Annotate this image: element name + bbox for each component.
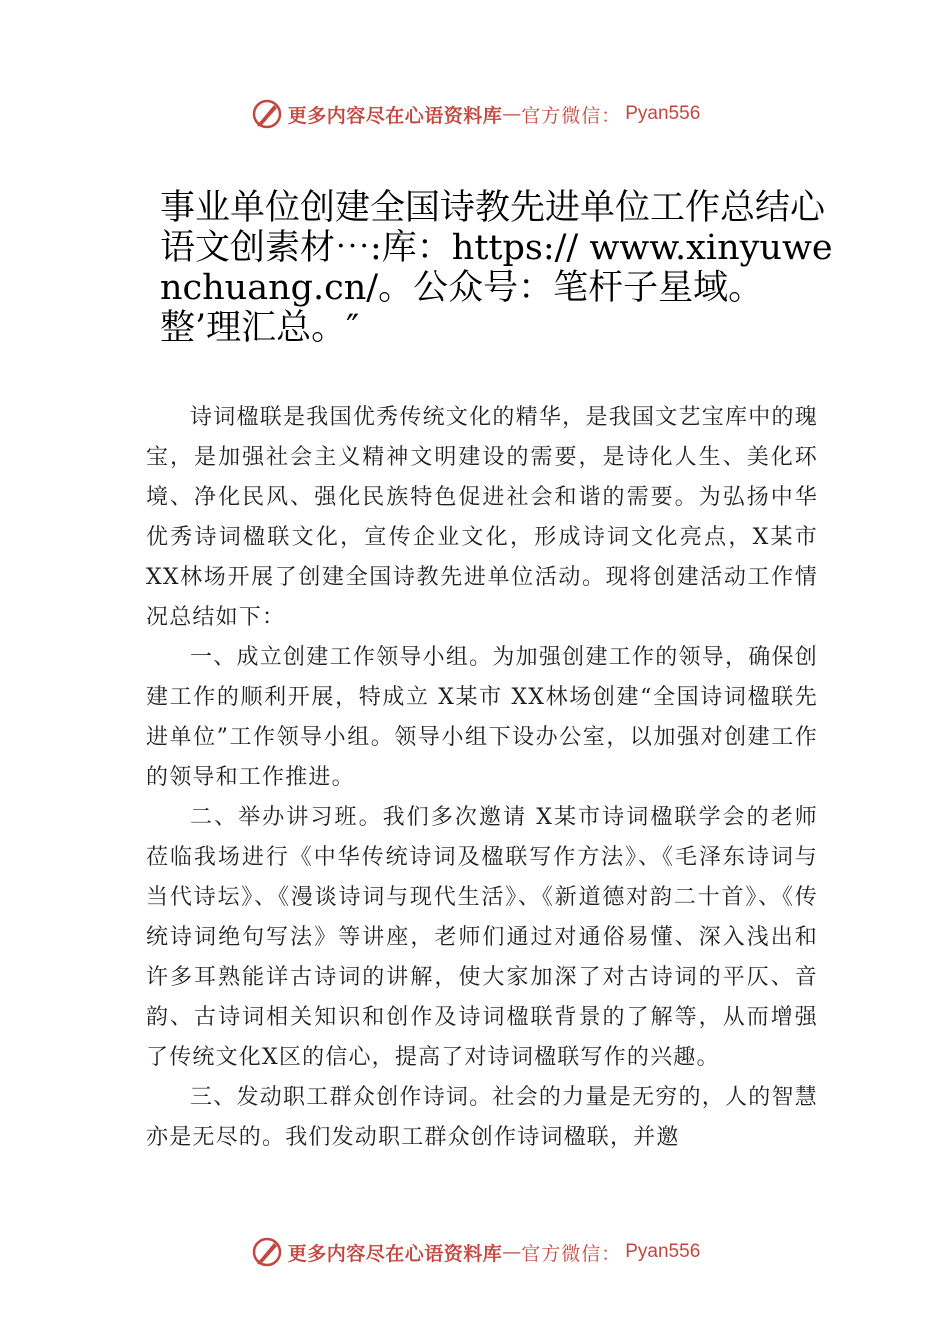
- body-paragraph: 三、发动职工群众创作诗词。社会的力量是无穷的，人的智慧亦是无尽的。我们发动职工群众创作诗词楹联，并邀: [146, 1085, 818, 1150]
- document-title: 事业单位创建全国诗教先进单位工作总结心语文创素材⋯:库：https:// www.xinyuwenchuang.cn/。公众号：笔杆子星域。整’理汇总。″: [160, 188, 833, 348]
- banner-wechat-id: Pyan556: [625, 1241, 701, 1262]
- document-body: [146, 398, 818, 1158]
- quill-pen-logo-icon: [250, 97, 284, 131]
- quill-pen-logo-icon: [250, 1235, 284, 1269]
- footer-banner: [0, 1232, 950, 1272]
- banner-separator: —: [502, 103, 522, 125]
- banner-brand: 更多内容尽在心语资料库: [287, 104, 503, 127]
- banner-wechat-label: 官方微信：: [521, 104, 622, 127]
- header-banner: [0, 94, 950, 134]
- banner-wechat-id: Pyan556: [625, 103, 701, 124]
- banner-brand: 更多内容尽在心语资料库: [287, 1242, 503, 1265]
- banner-separator: —: [502, 1241, 522, 1263]
- body-paragraph: 二、举办讲习班。我们多次邀请 X某市诗词楹联学会的老师莅临我场进行《中华传统诗词及楹联写作方法》、《毛泽东诗词与当代诗坛》、《漫谈诗词与现代生活》、《新道德对韵二十首》、《传统诗词绝句写法》等讲座，老师们通过对通俗易懂、深入浅出和许多耳熟能详古诗词的讲解，使大家加深了对古诗词的平仄、音韵、古诗词相关知识和创作及诗词楹联背景的了解等，从而增强了传统文化X区的信心，提高了对诗词楹联写作的兴趣。: [146, 805, 818, 1070]
- body-paragraph: 诗词楹联是我国优秀传统文化的精华，是我国文艺宝库中的瑰宝，是加强社会主义精神文明建设的需要，是诗化人生、美化环境、净化民风、强化民族特色促进社会和谐的需要。为弘扬中华优秀诗词楹联文化，宣传企业文化，形成诗词文化亮点，X某市 XX林场开展了创建全国诗教先进单位活动。现将创建活动工作情况总结如下：: [146, 405, 818, 630]
- banner-wechat-label: 官方微信：: [521, 1242, 622, 1265]
- body-paragraph: 一、成立创建工作领导小组。为加强创建工作的领导，确保创建工作的顺利开展，特成立 X某市 XX林场创建“全国诗词楹联先进单位”工作领导小组。领导小组下设办公室，以加强对创建工作的领导和工作推进。: [146, 645, 818, 790]
